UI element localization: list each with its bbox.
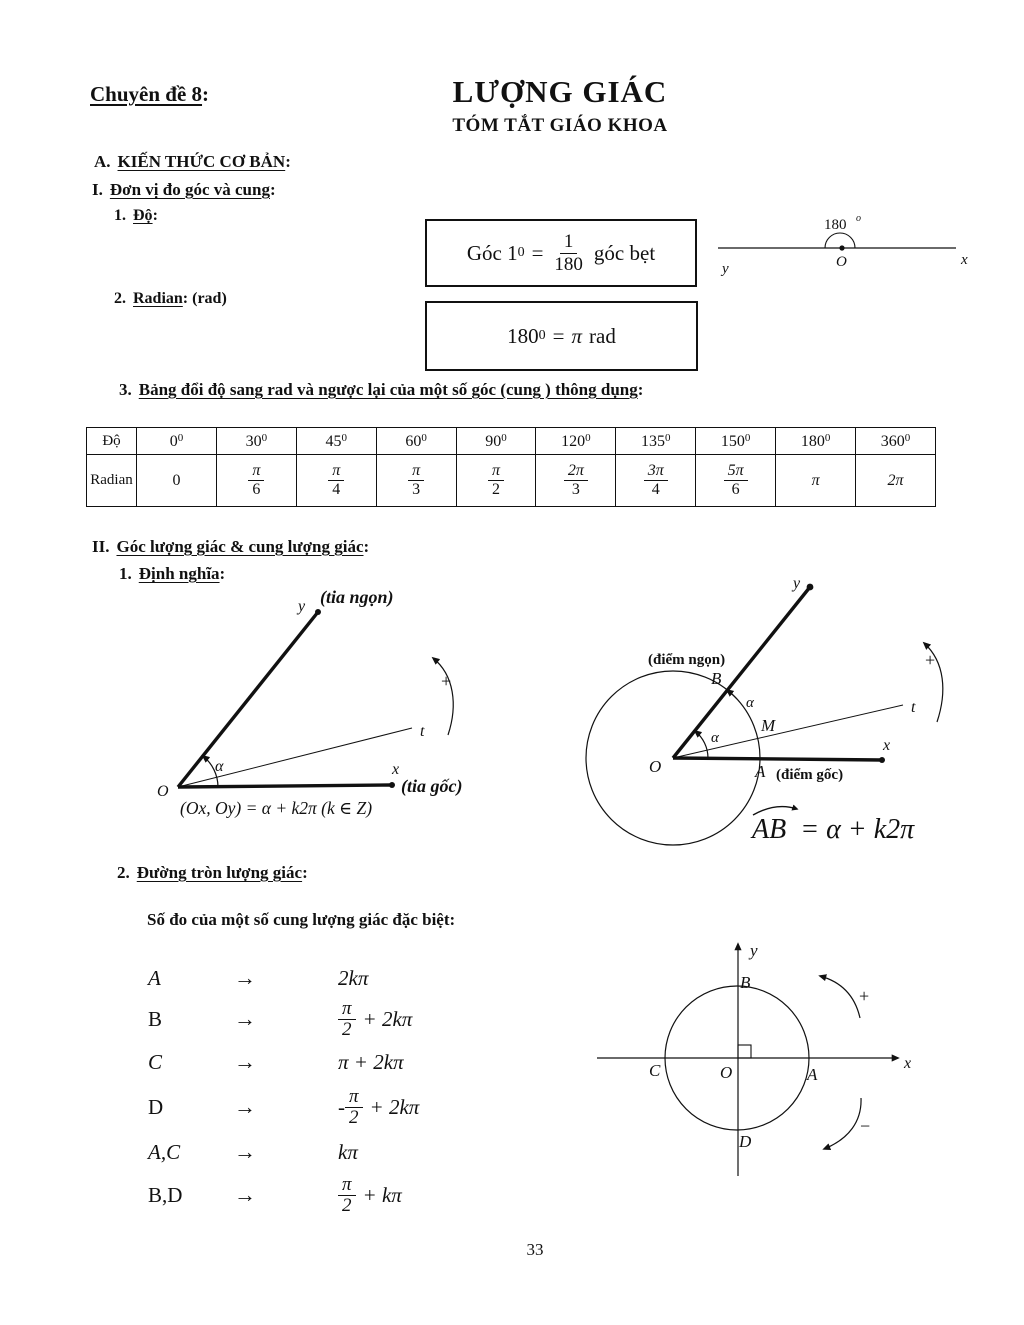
ab-text: AB <box>752 814 787 845</box>
arrow-icon: → <box>234 1182 256 1207</box>
chapter-label-colon: : <box>202 82 210 106</box>
origin-label: O <box>720 1063 733 1082</box>
point-m-label: M <box>761 716 776 735</box>
terminal-ray <box>178 612 318 787</box>
heading-definition: 1. Định nghĩa: <box>119 564 226 583</box>
terminal-ray-tip <box>315 609 321 615</box>
oriented-angle-diagram <box>145 583 505 818</box>
y-label: y <box>298 598 306 615</box>
alpha-arc <box>695 731 708 758</box>
equals-sign: = <box>531 240 544 265</box>
list-item-bd: B,D → $\frac{\pi}{2}$ + kπ <box>148 1173 402 1216</box>
list-item-c: C → π + 2kπ <box>148 1049 404 1074</box>
degree-formula-rhs: góc bẹt <box>593 240 656 265</box>
initial-ray-caption: (tia gốc) <box>401 776 463 796</box>
minus-sign: − <box>860 1116 871 1136</box>
chapter-label-text: Chuyên đề 8 <box>90 82 203 106</box>
arc-direction-arrow <box>727 690 737 699</box>
t-ray <box>178 728 412 787</box>
origin-dot <box>839 245 844 250</box>
heading-section-a: A. KIẾN THỨC CƠ BẢN: <box>94 152 291 171</box>
origin-label: O <box>157 783 169 800</box>
terminal-ray-caption: (tia ngọn) <box>320 587 394 607</box>
page-number: 33 <box>526 1240 544 1259</box>
degree-sup: 0 <box>517 245 525 260</box>
radian-row-header: Radian <box>87 455 137 507</box>
over-arc-arrow <box>749 801 809 817</box>
pi-symbol: π <box>571 323 583 348</box>
heading-conversion-table: 3. Bảng đổi độ sang rad và ngược lại của một số góc (cung ) thông dụng: <box>119 380 644 399</box>
half-turn-arc <box>825 233 855 248</box>
right-angle-mark <box>738 1045 751 1058</box>
degree-mark: o <box>856 213 861 224</box>
x-label: x <box>904 1055 912 1072</box>
heading-section-ii: II. Góc lượng giác & cung lượng giác: <box>92 537 370 556</box>
point-a-label: A <box>755 762 766 781</box>
arrow-icon: → <box>234 1049 256 1074</box>
arrow-icon: → <box>234 965 256 990</box>
y-label: y <box>722 261 729 277</box>
point-b-label: B <box>711 669 722 688</box>
initial-ray <box>673 758 882 760</box>
chapter-label <box>90 82 209 107</box>
list-item-d: D → - $\frac{\pi}{2}$ + 2kπ <box>148 1085 420 1128</box>
arc-measure-formula <box>752 814 914 846</box>
page-subtitle: TÓM TẮT GIÁO KHOA <box>452 115 668 136</box>
x-label: x <box>883 737 891 754</box>
title-block <box>340 74 780 137</box>
initial-ray <box>178 785 392 787</box>
arrow-icon: → <box>234 1094 256 1119</box>
alpha-label-arc: α <box>746 695 754 711</box>
arrow-icon: → <box>234 1006 256 1031</box>
ab-arc-group <box>752 814 786 846</box>
list-item-a: A → 2kπ <box>148 965 369 990</box>
arrow-icon: → <box>234 1139 256 1164</box>
point-c-label: C <box>649 1061 661 1080</box>
y-label: y <box>793 575 801 592</box>
arc-formula-rest: = α + k2π <box>800 814 915 845</box>
x-label: x <box>961 252 968 268</box>
terminal-ray-tip <box>807 584 814 591</box>
equals-sign: = <box>552 323 565 348</box>
alpha-label-center: α <box>711 730 719 746</box>
angle-measure-formula: (Ox, Oy) = α + k2π (k ∈ Z) <box>180 798 373 818</box>
radian-row: Radian 0 $\frac{\pi}{6}$ $\frac{\pi}{4}$ $\frac{\pi}{3}$ $\frac{\pi}{2}$ $\frac{2\pi}{3}$ $\frac{3\pi}{4}$ $\frac{5\pi}{6}$ π 2π <box>87 455 936 507</box>
plus-sign: + <box>859 986 870 1006</box>
heading-degree: 1. Độ: <box>114 207 158 224</box>
terminal-point-caption: (điểm ngọn) <box>648 652 726 668</box>
degree-row: Độ $0^0$ $30^0$ $45^0$ $60^0$ $90^0$ $120^0$ $135^0$ $150^0$ $180^0$ $360^0$ <box>87 428 936 455</box>
radian-formula-box <box>425 301 698 371</box>
positive-direction-arrow <box>820 976 860 1018</box>
list-item-b: B → $\frac{\pi}{2}$ + 2kπ <box>148 997 413 1040</box>
heading-units: I. Đơn vị đo góc và cung: <box>92 180 276 199</box>
t-label: t <box>911 699 916 716</box>
radian-formula-lhs: 180 <box>507 323 539 348</box>
radian-sup: 0 <box>538 328 546 343</box>
special-arcs-intro: Số đo của một số cung lượng giác đặc biệt: <box>147 910 456 929</box>
degree-formula-box <box>425 219 697 287</box>
angle-180-label: 180 <box>824 217 847 233</box>
alpha-label: α <box>215 758 224 775</box>
fraction-1-180: $\frac{1}{180}$ <box>554 231 583 275</box>
point-a-label: A <box>807 1065 818 1084</box>
point-b-label: B <box>740 973 751 992</box>
unit-circle-diagram <box>578 928 928 1186</box>
heading-unit-circle: 2. Đường tròn lượng giác: <box>117 863 308 882</box>
positive-direction-arrow <box>433 658 453 735</box>
page-title: LƯỢNG GIÁC <box>452 74 668 109</box>
heading-radian: 2. Radian: (rad) <box>114 290 227 307</box>
degree-formula-lhs: Góc 1 <box>466 240 518 265</box>
initial-point-caption: (điểm gốc) <box>776 767 844 783</box>
point-d-label: D <box>739 1132 752 1151</box>
radian-unit: rad <box>589 323 616 348</box>
initial-ray-tip <box>389 782 395 788</box>
list-item-ac: A,C → kπ <box>148 1139 358 1164</box>
terminal-ray <box>673 587 810 758</box>
negative-direction-arrow <box>824 1098 861 1149</box>
origin-label: O <box>836 254 847 270</box>
conversion-table <box>86 427 936 507</box>
plus-sign: + <box>441 671 452 691</box>
straight-angle-diagram <box>698 203 980 281</box>
t-label: t <box>420 723 425 740</box>
origin-label: O <box>649 757 662 776</box>
degree-row-header: Độ <box>87 428 137 455</box>
y-label: y <box>750 941 758 960</box>
plus-sign: + <box>925 650 936 670</box>
initial-ray-tip <box>879 757 885 763</box>
x-label: x <box>392 761 400 778</box>
